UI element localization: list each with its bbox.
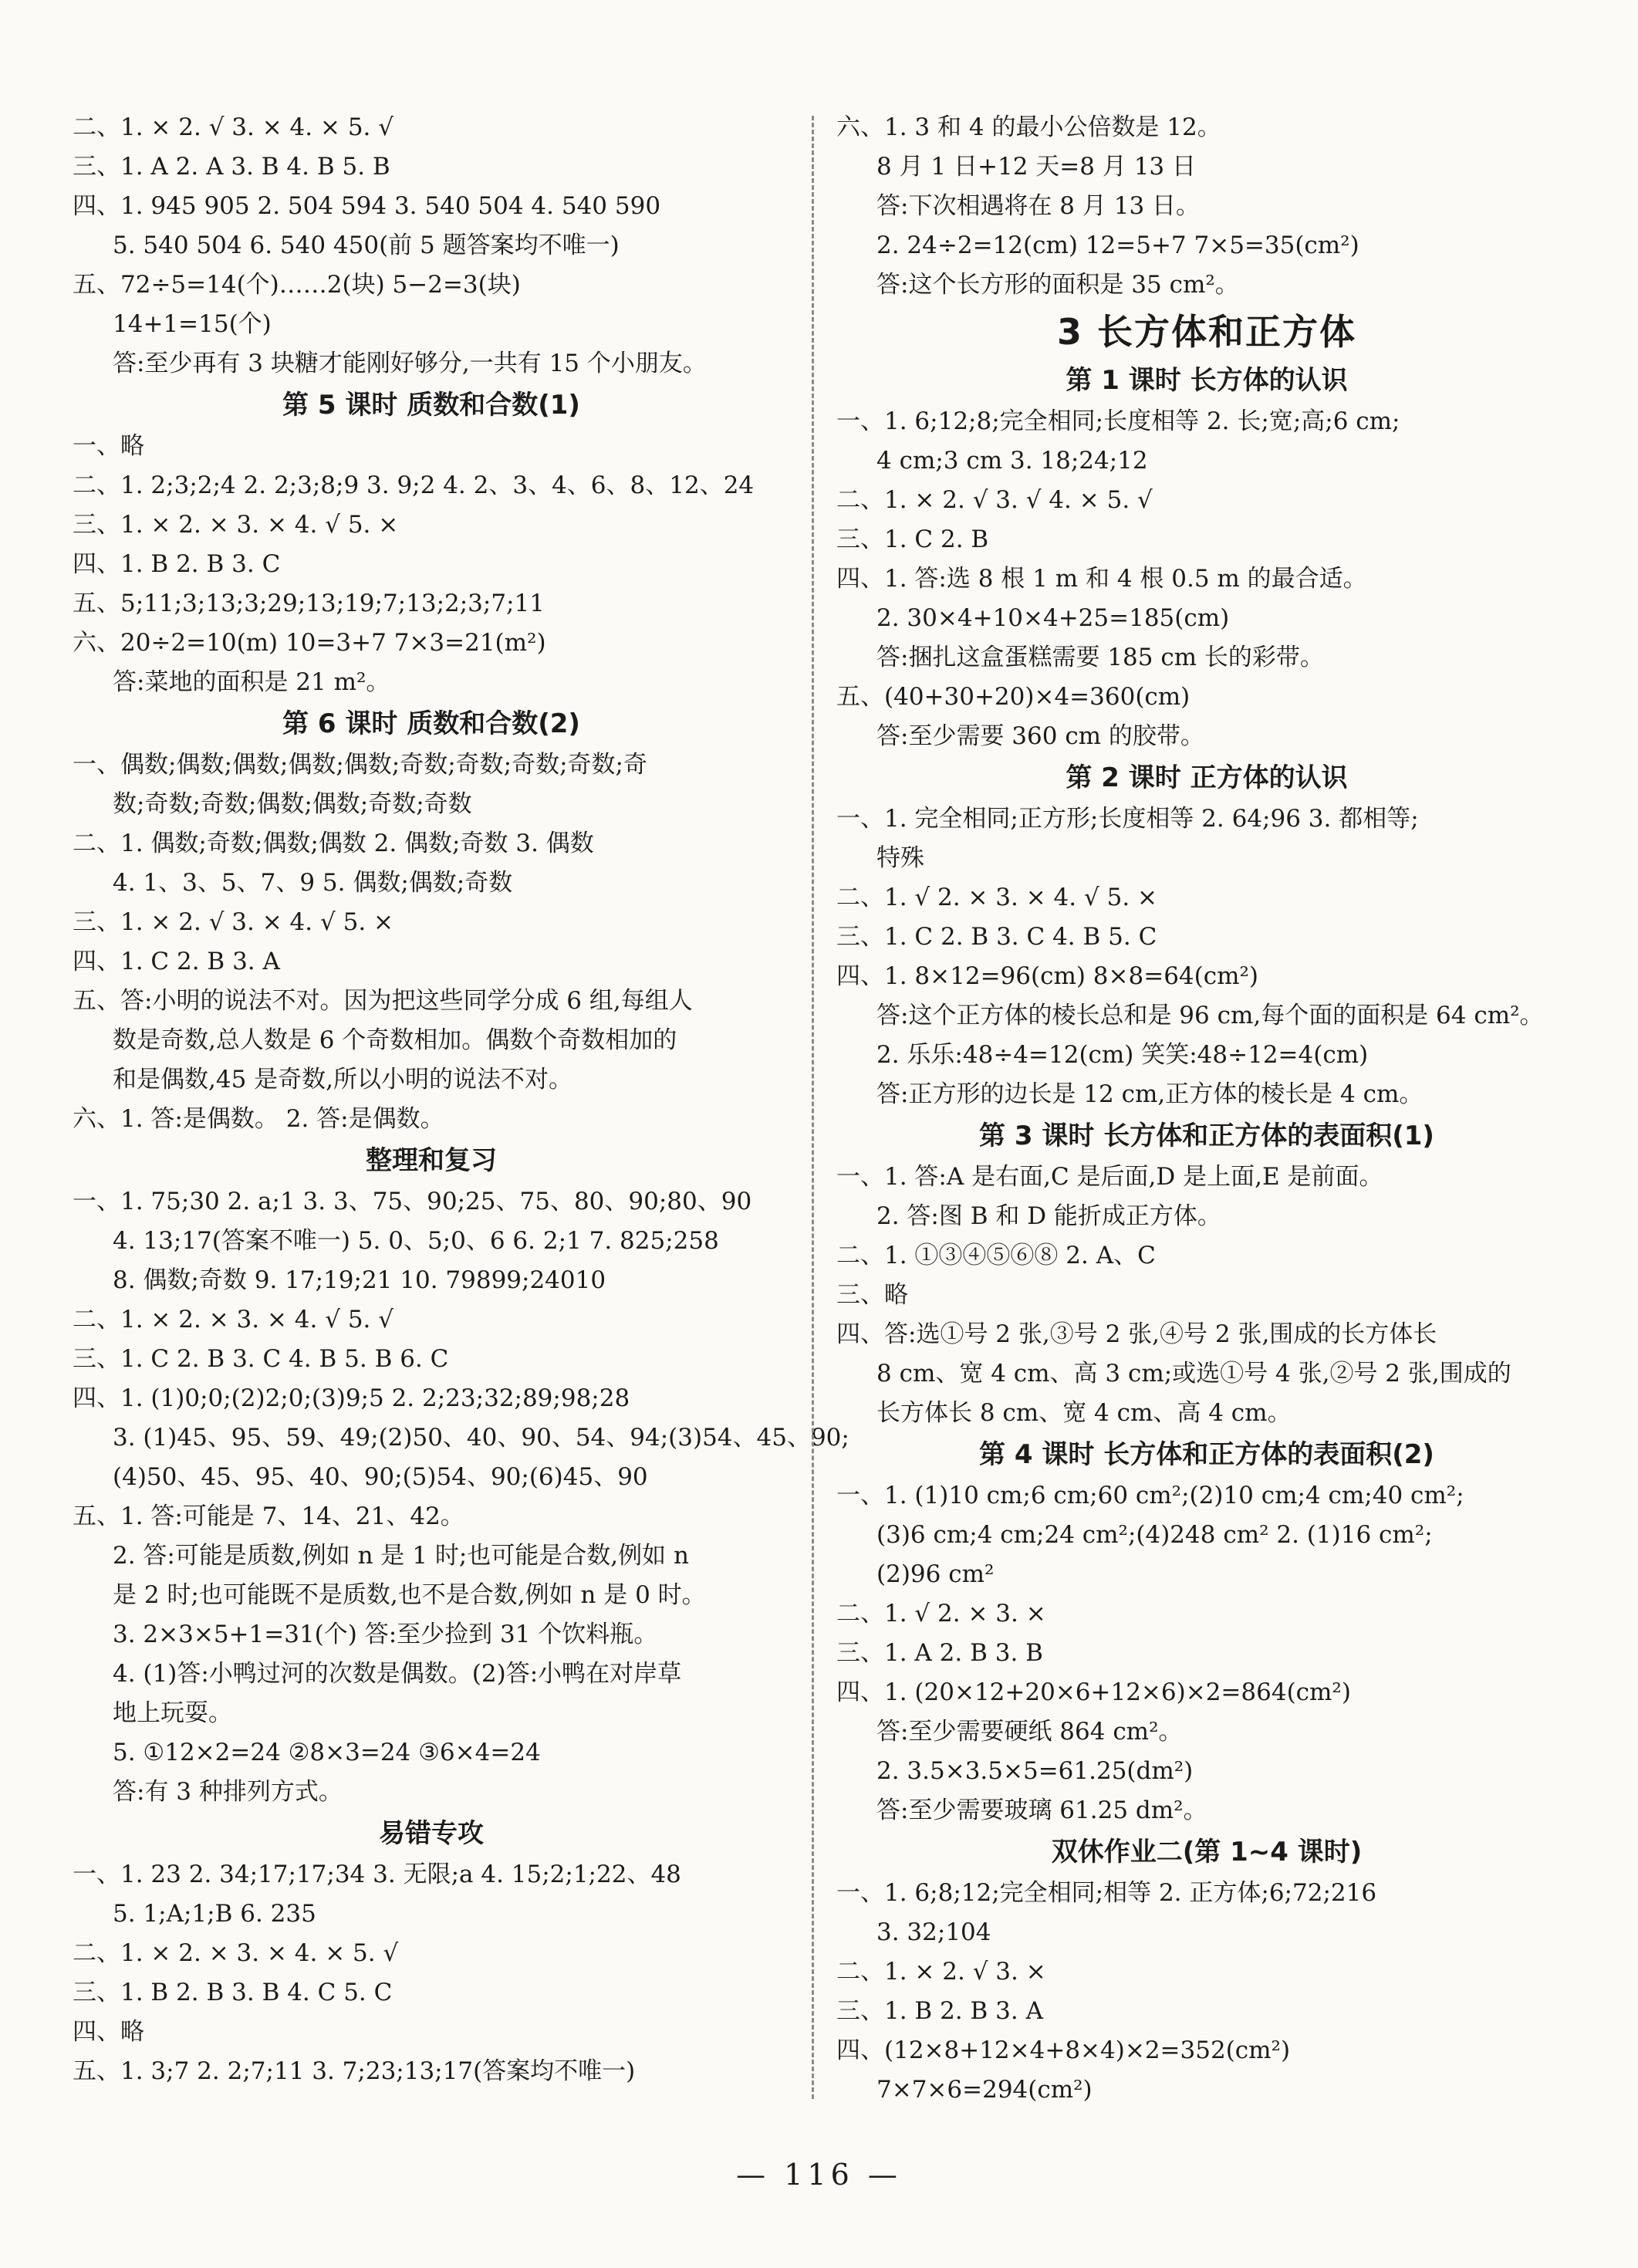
answer-line: 3. 32;104 <box>876 1918 991 1946</box>
answer-line: 二、1. × 2. √ 3. × <box>836 1958 1046 1986</box>
answer-line: 五、答:小明的说法不对。因为把这些同学分成 6 组,每组人 <box>73 987 693 1015</box>
section-heading: 第 3 课时 长方体和正方体的表面积(1) <box>979 1120 1434 1151</box>
answer-line: (3)6 cm;4 cm;24 cm²;(4)248 cm² 2. (1)16 cm²; <box>876 1521 1433 1549</box>
section-heading: 第 6 课时 质数和合数(2) <box>282 708 580 739</box>
answer-line: 四、略 <box>73 2018 144 2046</box>
answer-line: 答:这个长方形的面积是 35 cm²。 <box>876 271 1239 299</box>
section-heading: 第 1 课时 长方体的认识 <box>1066 365 1348 396</box>
answer-line: 一、1. 6;12;8;完全相同;长度相等 2. 长;宽;高;6 cm; <box>836 407 1400 435</box>
answer-line: 答:有 3 种排列方式。 <box>113 1778 343 1806</box>
answer-line: 六、1. 3 和 4 的最小公倍数是 12。 <box>836 113 1221 141</box>
answer-line: 一、1. 答:A 是右面,C 是后面,D 是上面,E 是前面。 <box>836 1163 1383 1191</box>
section-heading: 第 5 课时 质数和合数(1) <box>282 390 580 421</box>
answer-line: 四、1. B 2. B 3. C <box>73 550 281 578</box>
answer-line: 一、1. (1)10 cm;6 cm;60 cm²;(2)10 cm;4 cm;40 cm²; <box>836 1482 1464 1509</box>
answer-line: 8 cm、宽 4 cm、高 3 cm;或选①号 4 张,②号 2 张,围成的 <box>876 1360 1511 1388</box>
chapter-title: 3 长方体和正方体 <box>1056 311 1357 353</box>
answer-line: 三、1. × 2. × 3. × 4. √ 5. × <box>73 511 399 539</box>
answer-line: 三、1. A 2. B 3. B <box>836 1639 1043 1667</box>
answer-line: 五、72÷5=14(个)……2(块) 5−2=3(块) <box>73 271 521 299</box>
answer-line: 数是奇数,总人数是 6 个奇数相加。偶数个奇数相加的 <box>113 1026 677 1054</box>
answer-line: 是 2 时;也可能既不是质数,也不是合数,例如 n 是 0 时。 <box>113 1581 706 1609</box>
answer-line: (4)50、45、95、40、90;(5)54、90;(6)45、90 <box>113 1463 648 1491</box>
answer-line: 答:正方形的边长是 12 cm,正方体的棱长是 4 cm。 <box>876 1080 1424 1108</box>
answer-line: 2. 答:可能是质数,例如 n 是 1 时;也可能是合数,例如 n <box>113 1542 689 1570</box>
answer-line: 3. (1)45、95、59、49;(2)50、40、90、54、94;(3)54、45、90; <box>113 1424 849 1452</box>
answer-line: 一、1. 23 2. 34;17;17;34 3. 无限;a 4. 15;2;1;22、48 <box>73 1861 681 1888</box>
answer-line: 二、1. × 2. √ 3. × 4. × 5. √ <box>73 113 394 141</box>
answer-line: 三、1. B 2. B 3. B 4. C 5. C <box>73 1979 393 2006</box>
answer-line: 四、1. 945 905 2. 504 594 3. 540 504 4. 540 590 <box>73 192 661 220</box>
answer-line: 5. ①12×2=24 ②8×3=24 ③6×4=24 <box>113 1739 541 1766</box>
answer-line: 三、1. C 2. B 3. C 4. B 5. B 6. C <box>73 1345 449 1373</box>
answer-line: 8 月 1 日+12 天=8 月 13 日 <box>876 153 1196 181</box>
answer-line: 二、1. × 2. × 3. × 4. √ 5. √ <box>73 1306 394 1333</box>
answer-line: 和是偶数,45 是奇数,所以小明的说法不对。 <box>113 1066 573 1093</box>
answer-line: 一、偶数;偶数;偶数;偶数;偶数;奇数;奇数;奇数;奇数;奇 <box>73 751 647 779</box>
answer-line: 答:至少需要硬纸 864 cm²。 <box>876 1718 1183 1746</box>
answer-line: 7×7×6=294(cm²) <box>876 2076 1093 2104</box>
section-heading: 第 4 课时 长方体和正方体的表面积(2) <box>979 1439 1434 1470</box>
answer-line: 二、1. × 2. √ 3. √ 4. × 5. √ <box>836 486 1153 514</box>
answer-line: 答:下次相遇将在 8 月 13 日。 <box>876 192 1201 220</box>
answer-line: 2. 3.5×3.5×5=61.25(dm²) <box>876 1757 1194 1785</box>
answer-line: (2)96 cm² <box>876 1560 995 1588</box>
answer-line: 3. 2×3×5+1=31(个) 答:至少捡到 31 个饮料瓶。 <box>113 1621 658 1648</box>
answer-line: 14+1=15(个) <box>113 310 272 338</box>
answer-line: 2. 答:图 B 和 D 能折成正方体。 <box>876 1202 1221 1230</box>
page-number: — 116 — <box>736 2158 902 2192</box>
answer-line: 5. 540 504 6. 540 450(前 5 题答案均不唯一) <box>113 232 620 259</box>
answer-line: 长方体长 8 cm、宽 4 cm、高 4 cm。 <box>876 1399 1292 1427</box>
answer-line: 六、1. 答:是偶数。 2. 答:是偶数。 <box>73 1105 444 1133</box>
answer-line: 二、1. 2;3;2;4 2. 2;3;8;9 3. 9;2 4. 2、3、4、6、8、12、24 <box>73 472 755 499</box>
answer-line: 四、1. (20×12+20×6+12×6)×2=864(cm²) <box>836 1678 1351 1706</box>
answer-line: 一、1. 6;8;12;完全相同;相等 2. 正方体;6;72;216 <box>836 1879 1377 1907</box>
answer-line: 四、1. 8×12=96(cm) 8×8=64(cm²) <box>836 962 1259 990</box>
answer-line: 答:这个正方体的棱长总和是 96 cm,每个面的面积是 64 cm²。 <box>876 1002 1544 1029</box>
answer-line: 二、1. √ 2. × 3. × <box>836 1600 1046 1627</box>
answer-line: 四、1. 答:选 8 根 1 m 和 4 根 0.5 m 的最合适。 <box>836 565 1367 593</box>
answer-line: 四、答:选①号 2 张,③号 2 张,④号 2 张,围成的长方体长 <box>836 1320 1437 1348</box>
answer-line: 三、1. C 2. B 3. C 4. B 5. C <box>836 923 1157 951</box>
answer-line: 四、1. (1)0;0;(2)2;0;(3)9;5 2. 2;23;32;89;98;28 <box>73 1384 630 1412</box>
answer-line: 答:捆扎这盒蛋糕需要 185 cm 长的彩带。 <box>876 644 1324 671</box>
answer-line: 答:至少再有 3 块糖才能刚好够分,一共有 15 个小朋友。 <box>113 350 707 377</box>
answer-line: 四、1. C 2. B 3. A <box>73 948 280 975</box>
column-divider <box>812 116 814 2099</box>
answer-line: 四、(12×8+12×4+8×4)×2=352(cm²) <box>836 2036 1291 2064</box>
answer-line: 数;奇数;奇数;偶数;偶数;奇数;奇数 <box>113 790 472 818</box>
section-heading: 整理和复习 <box>366 1145 497 1176</box>
answer-line: 五、5;11;3;13;3;29;13;19;7;13;2;3;7;11 <box>73 590 545 617</box>
answer-line: 二、1. 偶数;奇数;偶数;偶数 2. 偶数;奇数 3. 偶数 <box>73 830 594 857</box>
answer-line: 答:至少需要玻璃 61.25 dm²。 <box>876 1796 1207 1824</box>
answer-line: 二、1. × 2. × 3. × 4. × 5. √ <box>73 1939 399 1967</box>
answer-line: 五、(40+30+20)×4=360(cm) <box>836 683 1191 711</box>
section-heading: 第 2 课时 正方体的认识 <box>1066 762 1348 793</box>
answer-line: 2. 乐乐:48÷4=12(cm) 笑笑:48÷12=4(cm) <box>876 1041 1369 1069</box>
answer-line: 一、略 <box>73 432 144 460</box>
answer-line: 4. (1)答:小鸭过河的次数是偶数。(2)答:小鸭在对岸草 <box>113 1660 682 1688</box>
answer-line: 三、略 <box>836 1281 908 1309</box>
answer-line: 二、1. ①③④⑤⑥⑧ 2. A、C <box>836 1242 1156 1269</box>
answer-line: 三、1. C 2. B <box>836 526 989 553</box>
answer-line: 8. 偶数;奇数 9. 17;19;21 10. 79899;24010 <box>113 1266 606 1294</box>
answer-line: 五、1. 答:可能是 7、14、21、42。 <box>73 1502 464 1530</box>
answer-line: 三、1. × 2. √ 3. × 4. √ 5. × <box>73 908 394 936</box>
answer-line: 特殊 <box>876 844 924 872</box>
answer-line: 4. 1、3、5、7、9 5. 偶数;偶数;奇数 <box>113 869 513 897</box>
answer-line: 五、1. 3;7 2. 2;7;11 3. 7;23;13;17(答案均不唯一) <box>73 2057 636 2085</box>
section-heading: 易错专攻 <box>379 1818 484 1849</box>
answer-line: 2. 30×4+10×4+25=185(cm) <box>876 604 1230 632</box>
answer-line: 一、1. 完全相同;正方形;长度相等 2. 64;96 3. 都相等; <box>836 805 1419 833</box>
answer-line: 答:菜地的面积是 21 m²。 <box>113 668 390 696</box>
section-heading: 双休作业二(第 1~4 课时) <box>1051 1837 1363 1867</box>
answer-line: 一、1. 75;30 2. a;1 3. 3、75、90;25、75、80、90;80、90 <box>73 1188 752 1215</box>
answer-line: 4. 13;17(答案不唯一) 5. 0、5;0、6 6. 2;1 7. 825;258 <box>113 1227 719 1255</box>
answer-line: 2. 24÷2=12(cm) 12=5+7 7×5=35(cm²) <box>876 232 1359 259</box>
answer-line: 三、1. B 2. B 3. A <box>836 1997 1043 2025</box>
right-column <box>836 108 1577 2110</box>
answer-line: 地上玩耍。 <box>113 1699 232 1727</box>
answer-line: 4 cm;3 cm 3. 18;24;12 <box>876 447 1148 475</box>
left-column <box>73 108 849 2091</box>
answer-line: 六、20÷2=10(m) 10=3+7 7×3=21(m²) <box>73 629 546 657</box>
answer-line: 5. 1;A;1;B 6. 235 <box>113 1900 316 1928</box>
answer-line: 二、1. √ 2. × 3. × 4. √ 5. × <box>836 884 1158 911</box>
answer-line: 三、1. A 2. A 3. B 4. B 5. B <box>73 153 390 181</box>
answer-line: 答:至少需要 360 cm 的胶带。 <box>876 722 1204 750</box>
